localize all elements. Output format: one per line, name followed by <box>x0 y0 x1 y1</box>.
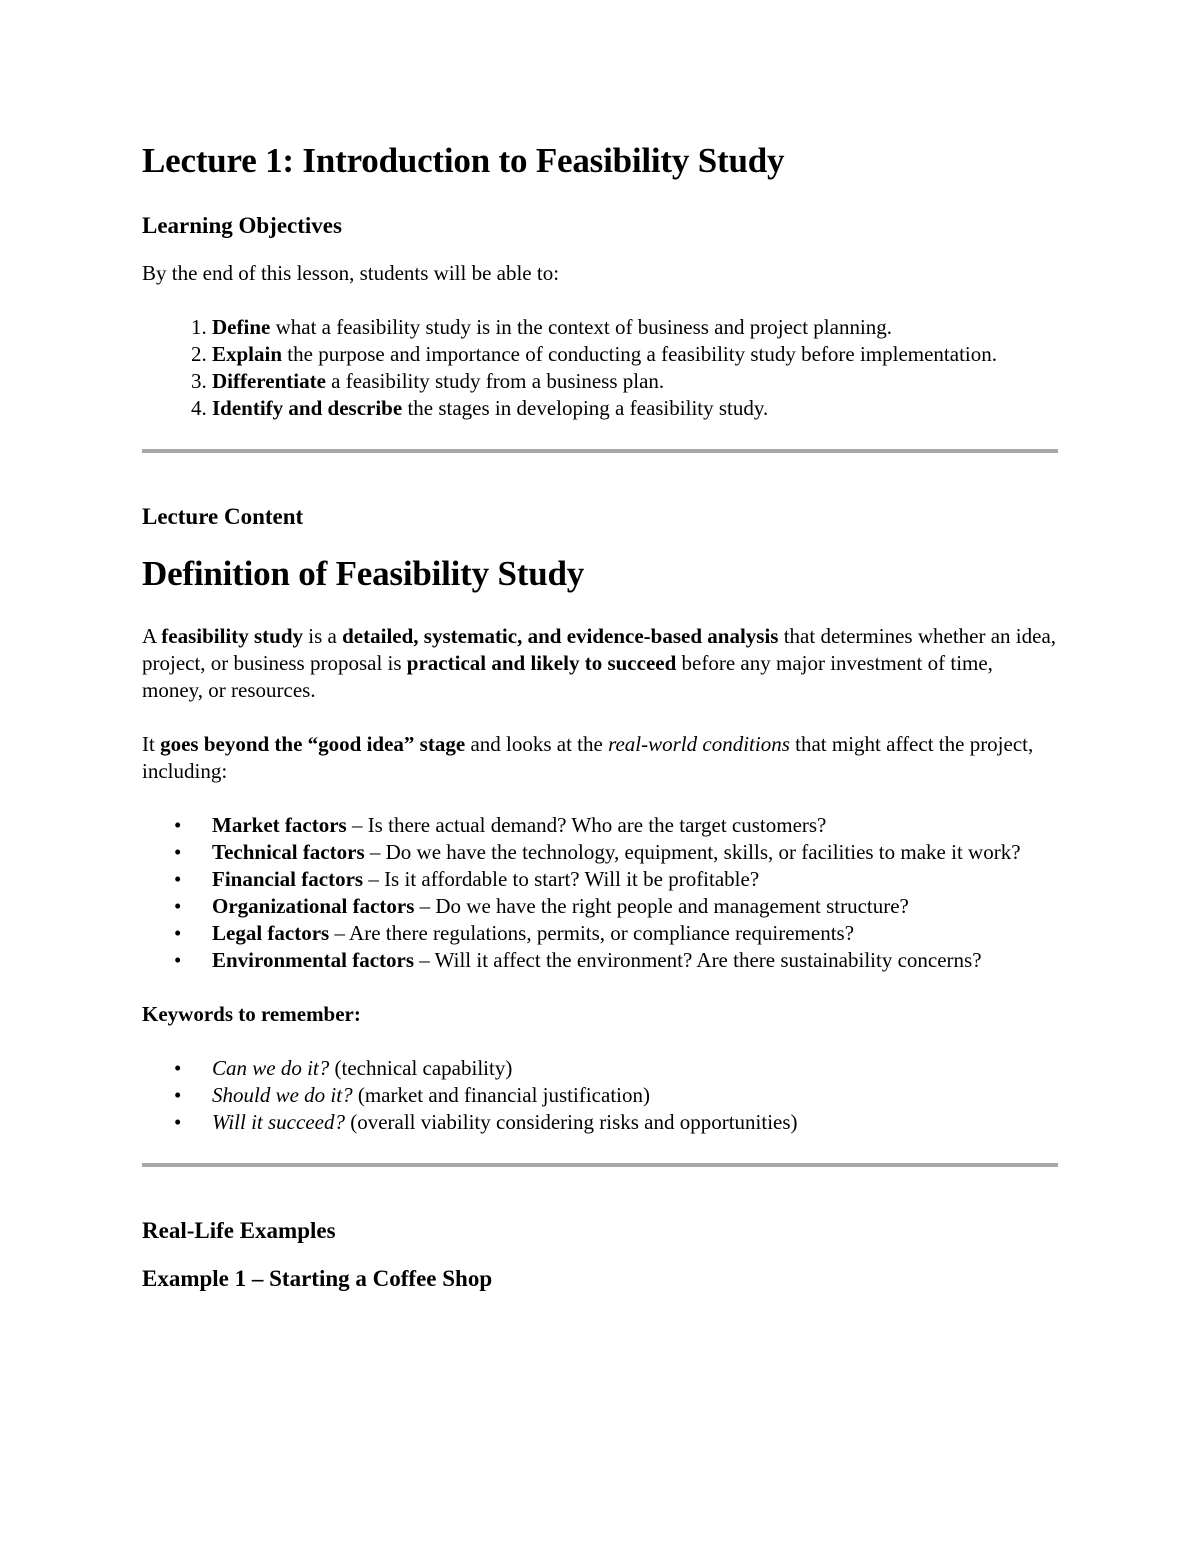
list-item: 1. Define what a feasibility study is in the context of business and project planning. <box>212 314 1058 341</box>
keywords-heading: Keywords to remember: <box>142 1002 361 1026</box>
list-item: • Financial factors – Is it affordable to start? Will it be profitable? <box>212 866 1058 893</box>
real-life-examples-heading: Real-Life Examples <box>142 1218 336 1243</box>
section-divider <box>142 449 1058 453</box>
learning-objectives-heading: Learning Objectives <box>142 213 342 238</box>
page-title: Lecture 1: Introduction to Feasibility Study <box>142 141 785 180</box>
list-item: • Organizational factors – Do we have the right people and management structure? <box>212 893 1058 920</box>
list-item: • Will it succeed? (overall viability considering risks and opportunities) <box>212 1109 1058 1136</box>
keywords-list <box>142 1055 1058 1136</box>
example-1-title: Example 1 – Starting a Coffee Shop <box>142 1266 493 1291</box>
definition-title: Definition of Feasibility Study <box>142 554 585 593</box>
list-item: • Legal factors – Are there regulations, permits, or compliance requirements? <box>212 920 1058 947</box>
conditions-paragraph: It goes beyond the “good idea” stage and looks at the real-world conditions that might affect the project, including: <box>142 732 1034 783</box>
list-item: • Market factors – Is there actual demand? Who are the target customers? <box>212 812 1058 839</box>
list-item: • Technical factors – Do we have the technology, equipment, skills, or facilities to make it work? <box>212 839 1058 866</box>
list-item: 3. Differentiate a feasibility study from a business plan. <box>212 368 1058 395</box>
objectives-list <box>142 314 1058 422</box>
list-item: • Should we do it? (market and financial justification) <box>212 1082 1058 1109</box>
list-item: 2. Explain the purpose and importance of conducting a feasibility study before implementation. <box>212 341 1058 368</box>
objectives-intro: By the end of this lesson, students will be able to: <box>142 261 560 285</box>
definition-paragraph: A feasibility study is a detailed, systematic, and evidence-based analysis that determines whether an idea, project, or business proposal is practical and likely to succeed before any major investment of time, money, or resources. <box>142 624 1057 702</box>
section-divider <box>142 1163 1058 1167</box>
list-item: • Can we do it? (technical capability) <box>212 1055 1058 1082</box>
list-item: • Environmental factors – Will it affect the environment? Are there sustainability concerns? <box>212 947 1058 974</box>
factors-list <box>142 812 1058 974</box>
list-item: 4. Identify and describe the stages in developing a feasibility study. <box>212 395 1058 422</box>
lecture-content-heading: Lecture Content <box>142 504 304 529</box>
